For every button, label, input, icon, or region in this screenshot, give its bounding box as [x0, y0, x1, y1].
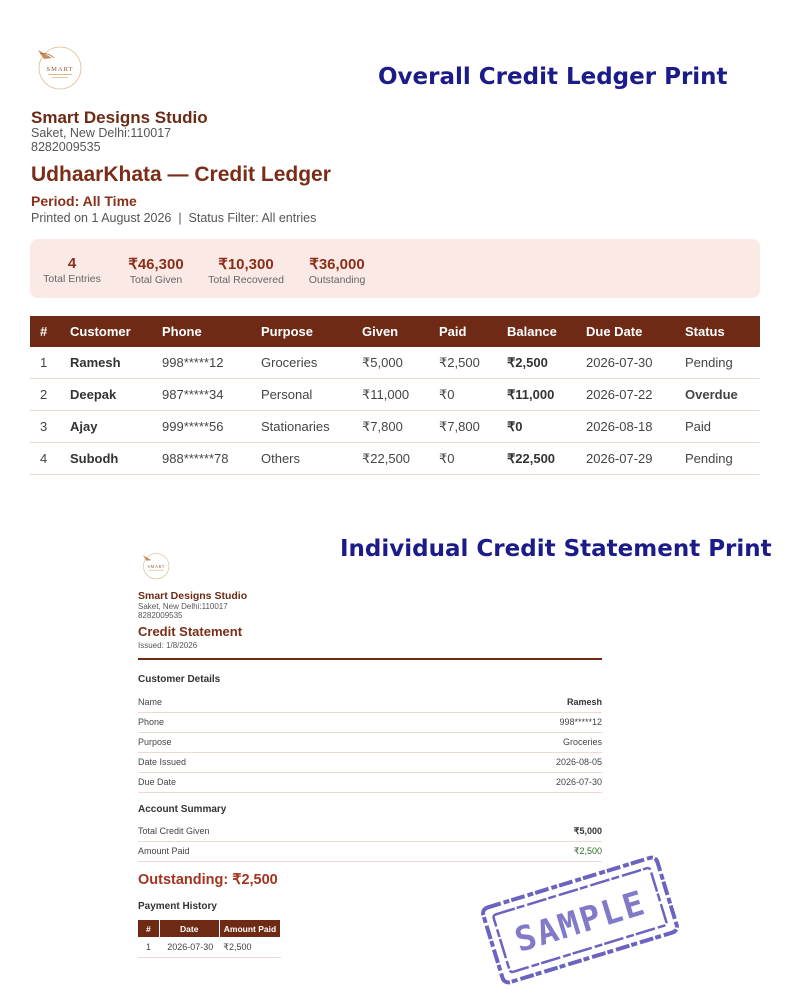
stamp-text: SAMPLE	[510, 883, 651, 961]
summary-value: ₹5,000	[573, 826, 602, 836]
summary-value: ₹2,500	[573, 846, 602, 856]
cell-phone: 988******78	[152, 443, 251, 475]
detail-value: Groceries	[562, 737, 602, 747]
detail-label: Name	[138, 697, 163, 707]
col-header: Status	[675, 316, 760, 347]
cell-customer: Deepak	[60, 379, 152, 411]
col-header: Purpose	[251, 316, 352, 347]
statement-issued-date: Issued: 1/8/2026	[138, 641, 198, 650]
detail-row-name	[138, 692, 602, 713]
payment-amount: ₹2,500	[219, 937, 280, 958]
cell-balance: ₹2,500	[497, 347, 576, 379]
cell-given: ₹7,800	[352, 411, 429, 443]
studio-address: Saket, New Delhi:110017	[31, 126, 172, 140]
cell-num: 3	[30, 411, 60, 443]
cell-purpose: Groceries	[251, 347, 352, 379]
statement-title: Credit Statement	[138, 624, 243, 639]
stat-total-entries	[42, 255, 102, 285]
table-header-row	[30, 316, 760, 347]
account-summary-heading: Account Summary	[138, 804, 227, 815]
summary-row-credit-given	[138, 821, 602, 842]
detail-row-phone	[138, 712, 602, 733]
cell-balance: ₹22,500	[497, 443, 576, 475]
table-row	[30, 443, 760, 475]
cell-purpose: Others	[251, 443, 352, 475]
cell-paid: ₹0	[429, 379, 497, 411]
cell-phone: 999*****56	[152, 411, 251, 443]
ledger-title: UdhaarKhata — Credit Ledger	[31, 163, 331, 186]
ledger-period: Period: All Time	[31, 193, 137, 209]
table-row	[30, 347, 760, 379]
summary-row-amount-paid	[138, 841, 602, 862]
cell-given: ₹22,500	[352, 443, 429, 475]
stat-value: ₹46,300	[128, 256, 184, 273]
stat-value: ₹36,000	[309, 256, 365, 273]
cell-given: ₹11,000	[352, 379, 429, 411]
detail-label: Phone	[138, 717, 165, 727]
cell-due: 2026-07-29	[576, 443, 675, 475]
detail-value: 2026-08-05	[555, 757, 602, 767]
detail-row-purpose	[138, 732, 602, 753]
stat-total-given	[120, 255, 192, 286]
stat-label: Outstanding	[308, 274, 366, 286]
cell-phone: 998*****12	[152, 347, 251, 379]
detail-row-date-issued	[138, 752, 602, 773]
summary-label: Amount Paid	[138, 846, 190, 856]
cell-purpose: Stationaries	[251, 411, 352, 443]
detail-value: 2026-07-30	[555, 777, 602, 787]
table-row	[30, 411, 760, 443]
cell-phone: 987*****34	[152, 379, 251, 411]
detail-label: Date Issued	[138, 757, 187, 767]
cell-balance: ₹0	[497, 411, 576, 443]
ledger-print-heading: Overall Credit Ledger Print	[378, 64, 728, 90]
status-badge: Overdue	[675, 379, 760, 411]
studio-phone: 8282009535	[31, 140, 101, 154]
cell-customer: Ajay	[60, 411, 152, 443]
cell-paid: ₹7,800	[429, 411, 497, 443]
col-header: Due Date	[576, 316, 675, 347]
payment-header-row	[138, 920, 281, 937]
payment-num: 1	[138, 937, 159, 958]
summary-panel	[30, 239, 760, 298]
stat-total-recovered	[204, 255, 288, 286]
detail-value: Ramesh	[566, 697, 602, 707]
table-row	[30, 379, 760, 411]
stat-outstanding	[300, 255, 374, 286]
detail-row-due-date	[138, 772, 602, 793]
statement-studio-address: Saket, New Delhi:110017	[138, 602, 228, 611]
statement-print-heading: Individual Credit Statement Print	[340, 536, 772, 562]
outstanding-amount: Outstanding: ₹2,500	[138, 872, 278, 888]
col-header: Paid	[429, 316, 497, 347]
ledger-table	[30, 316, 760, 475]
logo-text: SMART	[147, 564, 165, 570]
col-header: Customer	[60, 316, 152, 347]
logo-text: SMART	[46, 66, 74, 73]
cell-customer: Subodh	[60, 443, 152, 475]
col-header: Phone	[152, 316, 251, 347]
col-header: Amount Paid	[219, 920, 280, 937]
cell-paid: ₹0	[429, 443, 497, 475]
summary-label: Total Credit Given	[138, 826, 210, 836]
payment-row	[138, 937, 281, 958]
cell-customer: Ramesh	[60, 347, 152, 379]
cell-purpose: Personal	[251, 379, 352, 411]
studio-name: Smart Designs Studio	[31, 108, 208, 127]
cell-paid: ₹2,500	[429, 347, 497, 379]
payment-history-table	[138, 920, 281, 958]
cell-num: 1	[30, 347, 60, 379]
customer-details-heading: Customer Details	[138, 674, 221, 685]
status-badge: Paid	[675, 411, 760, 443]
cell-balance: ₹11,000	[497, 379, 576, 411]
cell-due: 2026-07-30	[576, 347, 675, 379]
stat-label: Total Recovered	[208, 274, 284, 286]
col-header: #	[30, 316, 60, 347]
payment-history-heading: Payment History	[138, 901, 217, 912]
col-header: Date	[159, 920, 219, 937]
cell-num: 2	[30, 379, 60, 411]
cell-due: 2026-07-22	[576, 379, 675, 411]
status-badge: Pending	[675, 347, 760, 379]
cell-num: 4	[30, 443, 60, 475]
col-header: Balance	[497, 316, 576, 347]
statement-studio-name: Smart Designs Studio	[138, 590, 248, 602]
statement-studio-phone: 8282009535	[138, 611, 183, 620]
detail-label: Due Date	[138, 777, 177, 787]
detail-value: 998*****12	[559, 717, 602, 727]
detail-label: Purpose	[138, 737, 172, 747]
payment-date: 2026-07-30	[159, 937, 219, 958]
printed-info: Printed on 1 August 2026 | Status Filter: All entries	[31, 211, 317, 225]
status-badge: Pending	[675, 443, 760, 475]
stat-value: ₹10,300	[218, 256, 274, 273]
sample-stamp	[478, 852, 682, 987]
cell-given: ₹5,000	[352, 347, 429, 379]
stat-value: 4	[67, 255, 77, 272]
cell-due: 2026-08-18	[576, 411, 675, 443]
col-header: #	[138, 920, 159, 937]
studio-logo	[138, 550, 172, 580]
statement-divider	[138, 658, 602, 660]
studio-logo	[30, 42, 86, 90]
stat-label: Total Given	[129, 274, 183, 286]
stat-label: Total Entries	[43, 273, 101, 285]
col-header: Given	[352, 316, 429, 347]
